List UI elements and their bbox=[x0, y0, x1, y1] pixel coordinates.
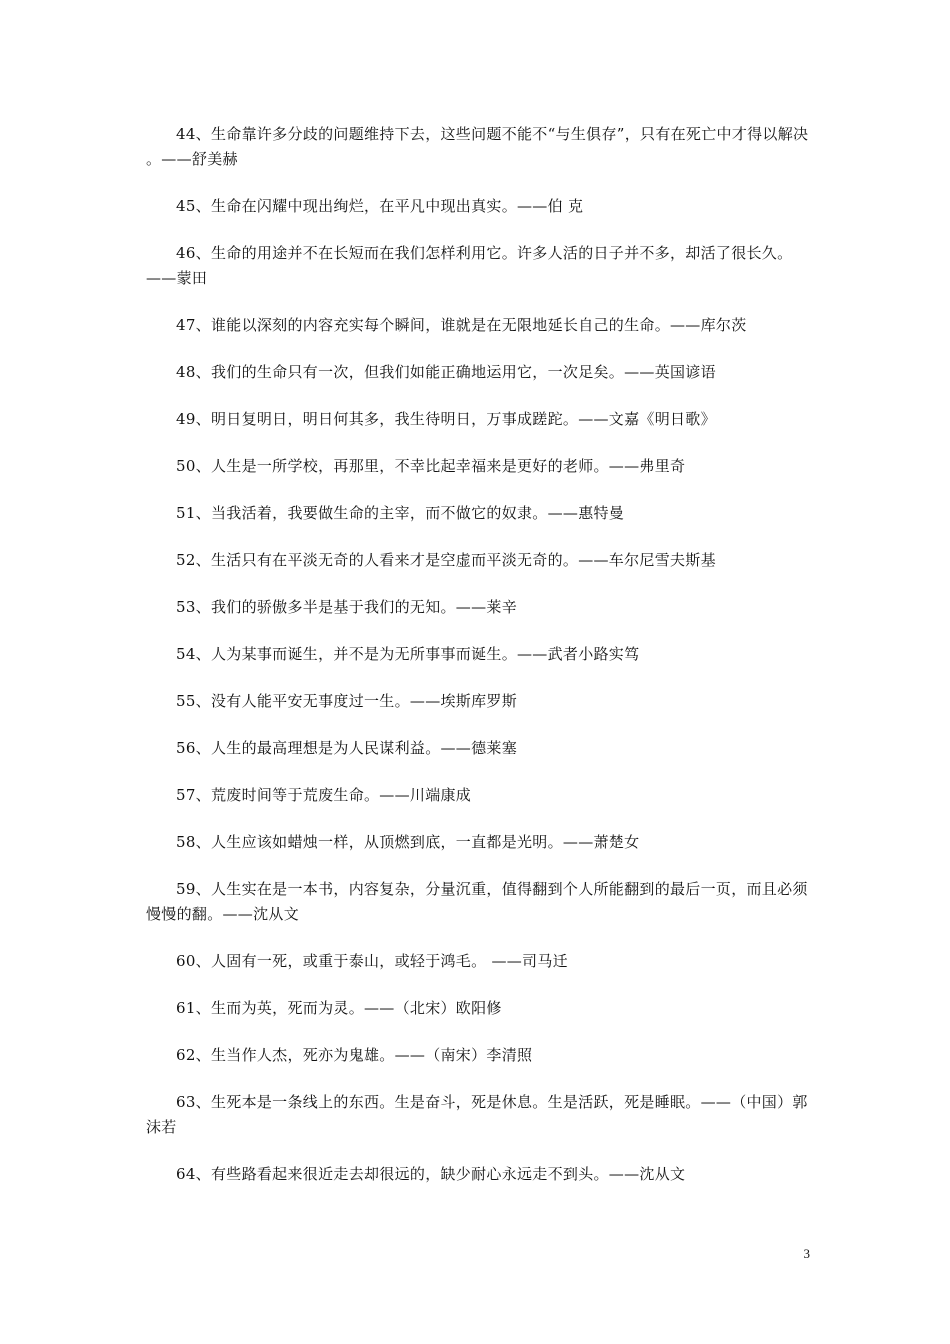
quote-57: 57、荒废时间等于荒废生命。——川端康成 bbox=[176, 786, 472, 804]
quote-47: 47、谁能以深刻的内容充实每个瞬间，谁就是在无限地延长自己的生命。——库尔茨 bbox=[176, 316, 747, 334]
quote-50: 50、人生是一所学校，再那里，不幸比起幸福来是更好的老师。——弗里奇 bbox=[176, 457, 686, 475]
quote-61: 61、生而为英，死而为灵。——（北宋）欧阳修 bbox=[176, 999, 502, 1017]
quote-44: 44、生命靠许多分歧的问题维持下去，这些问题不能不“与生俱存”，只有在死亡中才得以解决 。——舒美赫 bbox=[146, 125, 814, 168]
quote-48: 48、我们的生命只有一次，但我们如能正确地运用它，一次足矣。——英国谚语 bbox=[176, 363, 716, 381]
quote-list bbox=[146, 122, 812, 1209]
quote-60: 60、人固有一死，或重于泰山，或轻于鸿毛。 ——司马迁 bbox=[176, 952, 568, 970]
quote-55: 55、没有人能平安无事度过一生。——埃斯库罗斯 bbox=[176, 692, 517, 710]
quote-63: 63、生死本是一条线上的东西。生是奋斗，死是休息。生是活跃，死是睡眠。——（中国）郭沫若 bbox=[146, 1093, 808, 1136]
quote-51: 51、当我活着，我要做生命的主宰，而不做它的奴隶。——惠特曼 bbox=[176, 504, 625, 522]
quote-64: 64、有些路看起来很近走去却很远的，缺少耐心永远走不到头。——沈从文 bbox=[176, 1165, 686, 1183]
quote-62: 62、生当作人杰，死亦为鬼雄。——（南宋）李清照 bbox=[176, 1046, 533, 1064]
quote-46: 46、生命的用途并不在长短而在我们怎样利用它。许多人活的日子并不多，却活了很长久。——蒙田 bbox=[146, 244, 793, 287]
quote-45: 45、生命在闪耀中现出绚烂，在平凡中现出真实。——伯 克 bbox=[176, 197, 584, 215]
page-number: 3 bbox=[803, 1246, 810, 1261]
quote-52: 52、生活只有在平淡无奇的人看来才是空虚而平淡无奇的。——车尔尼雪夫斯基 bbox=[176, 551, 716, 569]
quote-58: 58、人生应该如蜡烛一样，从顶燃到底，一直都是光明。——萧楚女 bbox=[176, 833, 640, 851]
quote-59: 59、人生实在是一本书，内容复杂，分量沉重，值得翻到个人所能翻到的最后一页，而且必须慢慢的翻。——沈从文 bbox=[146, 880, 808, 923]
quote-54: 54、人为某事而诞生，并不是为无所事事而诞生。——武者小路实笃 bbox=[176, 645, 640, 663]
quote-56: 56、人生的最高理想是为人民谋利益。——德莱塞 bbox=[176, 739, 517, 757]
quote-53: 53、我们的骄傲多半是基于我们的无知。——莱辛 bbox=[176, 598, 517, 616]
quote-49: 49、明日复明日，明日何其多，我生待明日，万事成蹉跎。——文嘉《明日歌》 bbox=[176, 410, 716, 428]
